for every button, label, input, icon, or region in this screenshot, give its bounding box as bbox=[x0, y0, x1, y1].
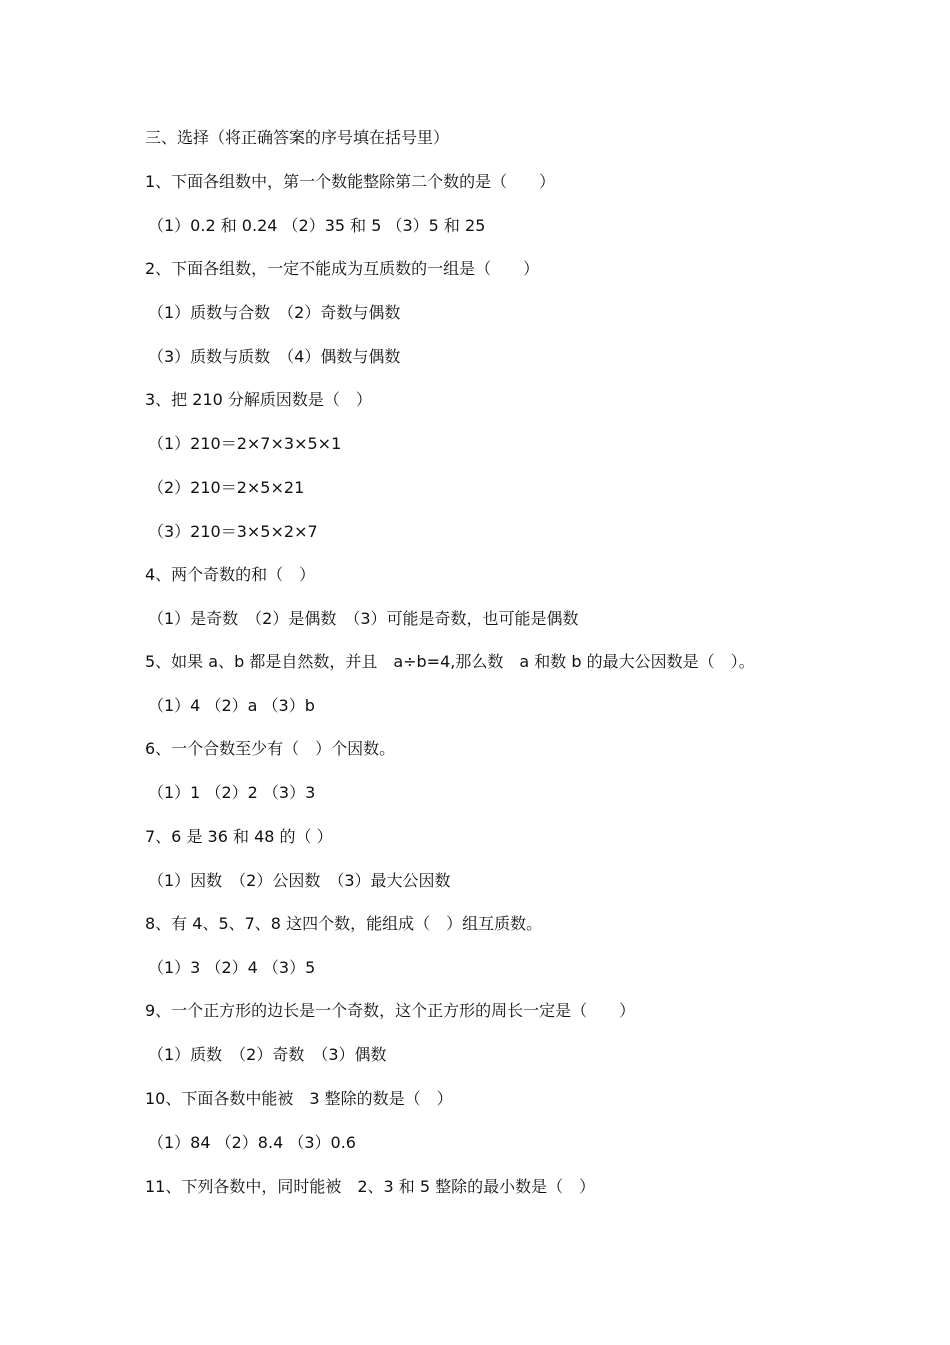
question-10-options: （1）84 （2）8.4 （3）0.6 bbox=[148, 1133, 356, 1152]
question-8: 8、有 4、5、7、8 这四个数，能组成（ ）组互质数。 bbox=[145, 914, 543, 933]
question-4: 4、两个奇数的和（ ） bbox=[145, 565, 316, 584]
question-6-options: （1）1 （2）2 （3）3 bbox=[148, 783, 316, 802]
question-3-option-3: （3）210＝3×5×2×7 bbox=[148, 522, 318, 541]
question-7: 7、6 是 36 和 48 的（ ） bbox=[145, 827, 333, 846]
question-2-options-a: （1）质数与合数 （2）奇数与偶数 bbox=[148, 303, 401, 322]
question-10: 10、下面各数中能被 3 整除的数是（ ） bbox=[145, 1089, 453, 1108]
section-title: 三、选择（将正确答案的序号填在括号里） bbox=[145, 128, 450, 147]
question-1: 1、下面各组数中，第一个数能整除第二个数的是（ ） bbox=[145, 172, 556, 191]
question-3-option-1: （1）210＝2×7×3×5×1 bbox=[148, 434, 342, 453]
question-9: 9、一个正方形的边长是一个奇数，这个正方形的周长一定是（ ） bbox=[145, 1001, 636, 1020]
question-2-options-b: （3）质数与质数 （4）偶数与偶数 bbox=[148, 347, 401, 366]
question-5-options: （1）4 （2）a （3）b bbox=[148, 696, 315, 715]
question-4-options: （1）是奇数 （2）是偶数 （3）可能是奇数，也可能是偶数 bbox=[148, 609, 579, 628]
question-11: 11、下列各数中，同时能被 2、3 和 5 整除的最小数是（ ） bbox=[145, 1177, 596, 1196]
question-9-options: （1）质数 （2）奇数 （3）偶数 bbox=[148, 1045, 387, 1064]
question-3-option-2: （2）210＝2×5×21 bbox=[148, 478, 305, 497]
question-7-options: （1）因数 （2）公因数 （3）最大公因数 bbox=[148, 871, 451, 890]
question-5: 5、如果 a、b 都是自然数，并且 a÷b=4,那么数 a 和数 b 的最大公因数是（ ）。 bbox=[145, 652, 755, 671]
question-8-options: （1）3 （2）4 （3）5 bbox=[148, 958, 316, 977]
question-2: 2、下面各组数，一定不能成为互质数的一组是（ ） bbox=[145, 259, 540, 278]
question-1-options: （1）0.2 和 0.24 （2）35 和 5 （3）5 和 25 bbox=[148, 216, 486, 235]
question-6: 6、一个合数至少有（ ）个因数。 bbox=[145, 739, 396, 758]
question-3: 3、把 210 分解质因数是（ ） bbox=[145, 390, 372, 409]
